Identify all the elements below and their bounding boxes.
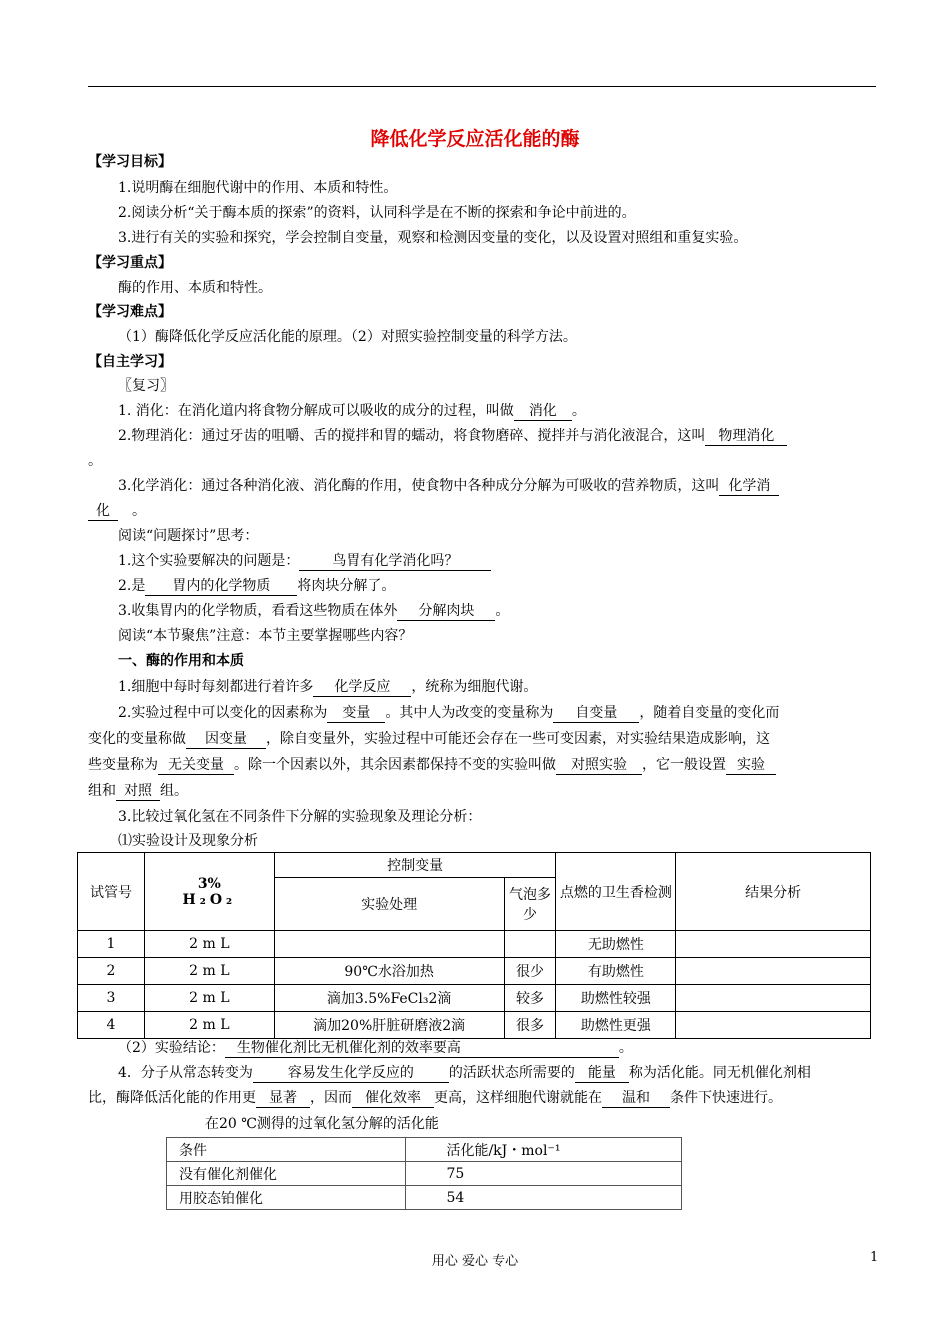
- header-cell: [144, 853, 274, 931]
- review-line-3: [118, 476, 779, 496]
- text: 2.物理消化：通过牙齿的咀嚼、舌的搅拌和胃的蠕动，将食物磨碎、搅拌并与消化液混合，这叫: [118, 428, 706, 444]
- goals-heading: 【学习目标】: [88, 154, 172, 170]
- cell: [676, 931, 871, 958]
- question-1: [118, 551, 491, 571]
- text: 1. 消化：在消化道内将食物分解成可以吸收的成分的过程，叫做: [118, 403, 514, 419]
- page-title: 降低化学反应活化能的酶: [370, 128, 580, 150]
- text: 条件下快速进行。: [670, 1090, 782, 1106]
- cell: 较多: [504, 985, 556, 1012]
- answer-blank: 胃内的化学物质: [145, 578, 297, 596]
- cell: 助燃性较强: [556, 985, 676, 1012]
- text: ，随着自变量的变化而: [639, 705, 780, 721]
- cell: 1: [78, 931, 145, 958]
- table2-caption: 在20 ℃测得的过氧化氢分解的活化能: [205, 1116, 439, 1132]
- key-points-heading: 【学习重点】: [88, 255, 172, 271]
- answer-blank: 自变量: [553, 705, 639, 723]
- section1-p3: 3.比较过氧化氢在不同条件下分解的实验现象及理论分析：: [118, 809, 482, 825]
- text: （2）实验结论：: [118, 1040, 225, 1056]
- answer-blank: 因变量: [186, 731, 266, 749]
- header-cell: 条件: [167, 1138, 406, 1162]
- text: 将肉块分解了。: [297, 578, 396, 594]
- answer-blank: 化学反应: [313, 679, 411, 697]
- table-row: [78, 985, 871, 1012]
- text: 的活跃状态所需要的: [448, 1065, 575, 1081]
- answer-blank: 消化: [514, 403, 572, 421]
- section1-p2-line2: [88, 729, 770, 749]
- cell: [676, 1012, 871, 1039]
- answer-blank: 化学消: [719, 478, 779, 496]
- text: 组和: [88, 783, 116, 799]
- text: 4．分子从常态转变为: [118, 1065, 253, 1081]
- cell: [676, 958, 871, 985]
- cell: 2 m L: [144, 958, 274, 985]
- footer-text: 用心 爱心 专心: [431, 1254, 519, 1269]
- table-row: [167, 1186, 682, 1210]
- header-rule: [88, 86, 876, 87]
- cell: 54: [406, 1186, 682, 1210]
- difficulties-text: （1）酶降低化学反应活化能的原理。（2）对照实验控制变量的科学方法。: [118, 329, 577, 345]
- text: 。其中人为改变的变量称为: [385, 705, 554, 721]
- answer-blank: 分解肉块: [397, 603, 495, 621]
- header-cell: 结果分析: [676, 853, 871, 931]
- answer-blank: 对照: [116, 783, 160, 801]
- cell: 很少: [504, 958, 556, 985]
- text: 2.是: [118, 578, 146, 594]
- cell: 2 m L: [144, 931, 274, 958]
- text: 些变量称为: [88, 757, 158, 773]
- cell: 2 m L: [144, 1012, 274, 1039]
- review-line-1: [118, 401, 586, 421]
- answer-blank: 实验: [726, 757, 776, 775]
- header-h2o2-percent: 3%: [197, 875, 221, 892]
- page-number: 1: [870, 1250, 879, 1265]
- section1-p1: [118, 677, 537, 697]
- text: ，除自变量外，实验过程中可能还会存在一些可变因素，对实验结果造成影响，这: [266, 731, 770, 747]
- cell: [504, 931, 556, 958]
- header-cell: 控制变量: [274, 853, 556, 878]
- text: ，它一般设置: [642, 757, 726, 773]
- cell: [676, 985, 871, 1012]
- cell: 很多: [504, 1012, 556, 1039]
- text: 变化的变量称做: [88, 731, 186, 747]
- cell: 没有催化剂催化: [167, 1162, 406, 1186]
- cell: 滴加3.5%FeCl₃2滴: [274, 985, 504, 1012]
- conclusion: [118, 1038, 633, 1058]
- text: 。: [571, 403, 586, 419]
- key-points-text: 酶的作用、本质和特性。: [118, 280, 272, 296]
- answer-blank: 变量: [327, 705, 385, 723]
- goal-item: 3.进行有关的实验和探究，学会控制自变量，观察和检测因变量的变化，以及设置对照组和重复实验。: [118, 230, 748, 246]
- review-line-3-cont: [88, 501, 146, 521]
- self-study-heading: 【自主学习】: [88, 354, 172, 370]
- cell: 2 m L: [144, 985, 274, 1012]
- text: 组。: [160, 783, 188, 799]
- text: 比，酶降低活化能的作用更: [88, 1090, 256, 1106]
- section1-p2-line4: [88, 781, 188, 801]
- text: 。: [618, 1040, 633, 1056]
- text: 1.细胞中每时每刻都进行着许多: [118, 679, 314, 695]
- cell: 助燃性更强: [556, 1012, 676, 1039]
- text: ，统称为细胞代谢。: [411, 679, 538, 695]
- cell: 4: [78, 1012, 145, 1039]
- header-cell: 气泡多少: [504, 878, 556, 931]
- text: 3.收集胃内的化学物质，看看这些物质在体外: [118, 603, 398, 619]
- cell: 75: [406, 1162, 682, 1186]
- cell: 有助燃性: [556, 958, 676, 985]
- answer-blank: 鸟胃有化学消化吗？: [299, 553, 491, 571]
- header-cell: 活化能/kJ・mol⁻¹: [406, 1138, 682, 1162]
- goal-item: 1.说明酶在细胞代谢中的作用、本质和特性。: [118, 180, 398, 196]
- section1-p2-line3: [88, 755, 776, 775]
- experiment-table: [77, 852, 871, 1039]
- question-3: [118, 601, 509, 621]
- cell: [274, 931, 504, 958]
- answer-blank: 催化效率: [352, 1090, 434, 1108]
- text: 称为活化能。同无机催化剂相: [628, 1065, 811, 1081]
- p4-line1: [118, 1063, 811, 1083]
- text: 。除一个因素以外，其余因素都保持不变的实验叫做: [234, 757, 556, 773]
- answer-blank: 生物催化剂比无机催化剂的效率要高: [225, 1040, 619, 1058]
- answer-blank: 无关变量: [158, 757, 234, 775]
- text: 2.实验过程中可以变化的因素称为: [118, 705, 328, 721]
- goal-item: 2.阅读分析“关于酶本质的探索”的资料，认同科学是在不断的探索和争论中前进的。: [118, 205, 636, 221]
- header-cell: 实验处理: [274, 878, 504, 931]
- answer-blank: 显著: [256, 1090, 310, 1108]
- header-cell: 试管号: [78, 853, 145, 931]
- question-2: [118, 576, 395, 596]
- review-line-2: [118, 426, 787, 446]
- read-prompt-2: 阅读“本节聚焦”注意：本节主要掌握哪些内容？: [118, 628, 413, 644]
- cell: 90℃水浴加热: [274, 958, 504, 985]
- table-row: [167, 1162, 682, 1186]
- difficulties-heading: 【学习难点】: [88, 304, 172, 320]
- text: 3.化学消化：通过各种消化液、消化酶的作用，使食物中各种成分分解为可吸收的营养物质，这叫: [118, 478, 720, 494]
- cell: 用胶态铂催化: [167, 1186, 406, 1210]
- review-label: 〖复习〗: [118, 378, 174, 394]
- cell: 无助燃性: [556, 931, 676, 958]
- answer-blank: 能量: [575, 1065, 629, 1083]
- table-row: [78, 931, 871, 958]
- text: ，因而: [310, 1090, 352, 1106]
- cell: 3: [78, 985, 145, 1012]
- text: 。: [132, 503, 146, 519]
- text: 1.这个实验要解决的问题是：: [118, 553, 300, 569]
- section1-p3-sub: ⑴实验设计及现象分析: [118, 833, 258, 849]
- p4-line2: [88, 1088, 782, 1108]
- table-row: [78, 958, 871, 985]
- answer-blank: 对照实验: [556, 757, 642, 775]
- read-prompt-1: 阅读“问题探讨”思考：: [118, 528, 259, 544]
- answer-blank: 容易发生化学反应的: [253, 1065, 449, 1083]
- answer-blank: 温和: [602, 1090, 670, 1108]
- section1-p2: [118, 703, 779, 723]
- text: 。: [495, 603, 510, 619]
- cell: 2: [78, 958, 145, 985]
- header-h2o2-formula: H₂O₂: [182, 891, 237, 908]
- text: 。: [88, 453, 102, 469]
- answer-blank: 化: [88, 503, 118, 521]
- section-heading: 一、酶的作用和本质: [118, 653, 244, 669]
- answer-blank: 物理消化: [705, 428, 787, 446]
- cell: 滴加20%肝脏研磨液2滴: [274, 1012, 504, 1039]
- table-row: [78, 1012, 871, 1039]
- header-cell: 点燃的卫生香检测: [556, 853, 676, 931]
- text: 更高，这样细胞代谢就能在: [434, 1090, 602, 1106]
- activation-energy-table: [166, 1137, 682, 1210]
